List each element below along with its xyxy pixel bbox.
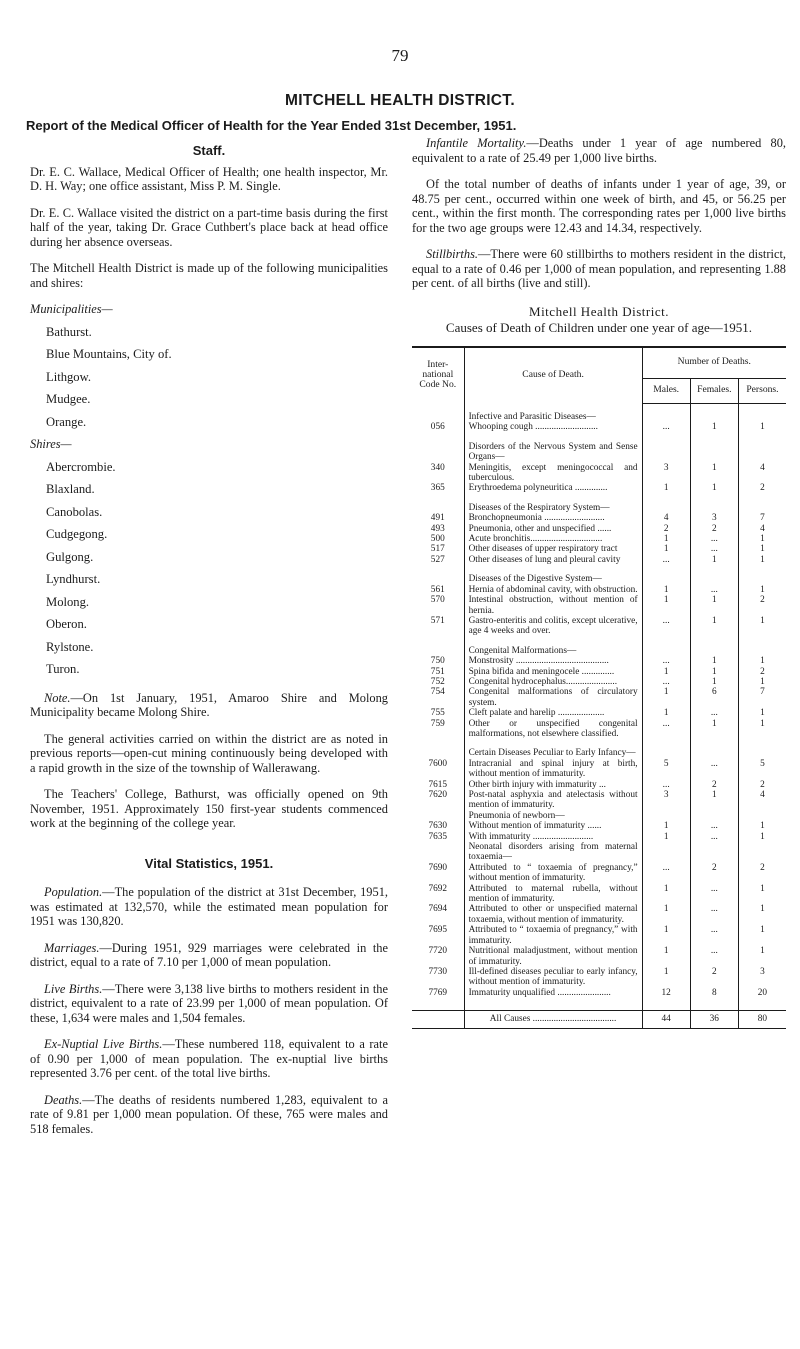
males-cell: 1: [642, 884, 690, 905]
persons-cell: 7: [760, 513, 765, 524]
females-cell: ...: [690, 904, 738, 925]
persons-cell: 2: [760, 779, 765, 790]
males-cell: 1: [642, 687, 690, 708]
males-cell: ...: [642, 677, 690, 687]
table-row: [412, 821, 786, 831]
males-cell: [642, 403, 690, 422]
header-males: Males.: [642, 378, 690, 403]
table-row: [412, 904, 786, 925]
persons-cell: 80: [738, 1011, 786, 1028]
persons-cell: 7: [760, 687, 765, 698]
report-subtitle: Report of the Medical Officer of Health for the Year Ended 31st December, 1951.: [26, 118, 517, 133]
males-cell: ...: [642, 555, 690, 565]
table-row: [412, 555, 786, 565]
cause-cell: [464, 998, 642, 1011]
group-heading-row: [412, 403, 786, 422]
cause-cell: Monstrosity ........................................: [464, 656, 642, 666]
males-cell: 1: [642, 904, 690, 925]
males-cell: ...: [642, 656, 690, 666]
shire-item: Gulgong.: [46, 549, 94, 564]
staff-visit-paragraph: Dr. E. C. Wallace visited the district on a part-time basis during the first half of the year, taking Dr. Grace Cuthbert's place back at head office during her absence overseas.: [30, 205, 388, 249]
persons-cell: 1: [760, 708, 765, 719]
cause-cell: Disorders of the Nervous System and Sense Organs—: [464, 433, 642, 463]
group-heading-row: [412, 433, 786, 463]
persons-cell: [738, 998, 786, 1011]
males-cell: 1: [642, 967, 690, 988]
cause-cell: Congenital Malformations—: [464, 637, 642, 656]
table-row: [412, 544, 786, 554]
table-row: [412, 463, 786, 484]
code-cell: [412, 403, 464, 422]
males-cell: 12: [642, 988, 690, 998]
table-row: [412, 967, 786, 988]
stillbirths-paragraph: Stillbirths.—There were 60 stillbirths to mothers resident in the district, equal to a rate of 0.46 per 1,000 of mean population, and representing 1.88 per cent. of all births (live and still).: [412, 247, 786, 290]
table-row: [412, 759, 786, 780]
header-cause: Cause of Death.: [464, 347, 642, 404]
cause-cell: Cleft palate and harelip ....................: [464, 708, 642, 718]
females-cell: ...: [690, 946, 738, 967]
cause-cell: Other diseases of upper respiratory tract: [464, 544, 642, 554]
males-cell: 5: [642, 759, 690, 780]
college-paragraph: The Teachers' College, Bathurst, was officially opened on 9th November, 1951. Approximately 150 first-year students commenced work at the beginning of the college year.: [30, 787, 388, 830]
municipalities-list: [30, 321, 388, 434]
municipality-item: Blue Mountains, City of.: [46, 347, 172, 361]
shire-item: Turon.: [46, 662, 80, 676]
note-paragraph: Note.—On 1st January, 1951, Amaroo Shire and Molong Municipality became Molong Shire.: [30, 690, 388, 719]
group-heading-row: [412, 494, 786, 513]
males-cell: 1: [642, 585, 690, 595]
persons-cell: 1: [760, 422, 765, 433]
group-heading-row: [412, 565, 786, 584]
shire-item: Abercrombie.: [46, 459, 116, 474]
code-cell: 7620: [412, 790, 464, 811]
municipality-item: Bathurst.: [46, 324, 92, 339]
males-cell: [642, 637, 690, 656]
municipality-item: Mudgee.: [46, 392, 91, 406]
header-females: Females.: [690, 378, 738, 403]
males-cell: 1: [642, 832, 690, 842]
live-births-paragraph: Live Births.—There were 3,138 live births to mothers resident in the district, equivalent to a rate of 23.99 per 1,000 of mean population. Of these, 1,634 were males and 1,504 females.: [30, 981, 388, 1025]
spacer-row: [412, 998, 786, 1011]
males-cell: 44: [642, 1011, 690, 1028]
males-cell: 3: [642, 790, 690, 811]
table-row: [412, 534, 786, 544]
code-cell: 527: [412, 555, 464, 565]
females-cell: 1: [690, 555, 738, 565]
females-cell: [690, 637, 738, 656]
males-cell: 1: [642, 925, 690, 946]
code-cell: 752: [412, 677, 464, 687]
males-cell: ...: [642, 616, 690, 637]
persons-cell: 2: [760, 483, 765, 494]
shires-list: [30, 456, 388, 681]
table-row: [412, 667, 786, 677]
code-cell: 7630: [412, 821, 464, 831]
municipalities-label: Municipalities—: [30, 302, 113, 316]
cause-cell: Spina bifida and meningocele ..............: [464, 667, 642, 677]
persons-cell: 5: [760, 758, 765, 769]
males-cell: [642, 494, 690, 513]
table-row: [412, 925, 786, 946]
table-body: [412, 403, 786, 1028]
table-row: [412, 884, 786, 905]
staff-heading: Staff.: [192, 143, 226, 158]
code-cell: 500: [412, 534, 464, 544]
code-cell: 571: [412, 616, 464, 637]
persons-cell: [738, 565, 786, 584]
code-cell: 7769: [412, 988, 464, 998]
persons-cell: 2: [760, 862, 765, 873]
males-cell: [642, 433, 690, 463]
persons-cell: 1: [760, 676, 765, 687]
males-cell: [642, 998, 690, 1011]
shire-item: Cudgegong.: [46, 527, 108, 541]
males-cell: 2: [642, 524, 690, 534]
table-row: [412, 863, 786, 884]
females-cell: ...: [690, 534, 738, 544]
cause-cell: Ill-defined diseases peculiar to early infancy, without mention of immaturity.: [464, 967, 642, 988]
males-cell: 4: [642, 513, 690, 523]
persons-cell: 1: [760, 925, 765, 936]
table-row: [412, 946, 786, 967]
females-cell: 36: [690, 1011, 738, 1028]
ex-nuptial-paragraph: Ex-Nuptial Live Births.—These numbered 118, equivalent to a rate of 0.90 per 1,000 of mean population. The ex-nuptial live births represented 3.76 per cent. of the total live births.: [30, 1037, 388, 1080]
table-row: [412, 422, 786, 432]
persons-cell: 1: [760, 883, 765, 894]
table-row: [412, 780, 786, 790]
females-cell: [690, 739, 738, 758]
persons-cell: 1: [760, 821, 765, 832]
males-cell: [642, 842, 690, 863]
shire-item: Blaxland.: [46, 482, 95, 496]
females-cell: ...: [690, 884, 738, 905]
cause-cell: Immaturity unqualified .......................: [464, 988, 642, 998]
females-cell: ...: [690, 925, 738, 946]
page-number: 79: [391, 46, 409, 65]
cause-cell: Meningitis, except meningococcal and tuberculous.: [464, 463, 642, 484]
cause-cell: Without mention of immaturity ......: [464, 821, 642, 831]
code-cell: [412, 811, 464, 821]
females-cell: 1: [690, 595, 738, 616]
persons-cell: 4: [760, 523, 765, 534]
cause-cell: Gastro-enteritis and colitis, except ulcerative, age 4 weeks and over.: [464, 616, 642, 637]
cause-cell: Congenital malformations of circulatory system.: [464, 687, 642, 708]
table-row: [412, 616, 786, 637]
code-cell: 340: [412, 463, 464, 484]
report-title: MITCHELL HEALTH DISTRICT.: [285, 92, 515, 109]
table-row: [412, 708, 786, 718]
cause-cell: Intracranial and spinal injury at birth, without mention of immaturity.: [464, 759, 642, 780]
females-cell: 2: [690, 780, 738, 790]
males-cell: ...: [642, 719, 690, 740]
cause-cell: Nutritional maladjustment, without mention of immaturity.: [464, 946, 642, 967]
females-cell: 6: [690, 687, 738, 708]
code-cell: [412, 637, 464, 656]
males-cell: 1: [642, 667, 690, 677]
females-cell: 1: [690, 677, 738, 687]
table-row: [412, 483, 786, 493]
cause-cell: Intestinal obstruction, without mention of hernia.: [464, 595, 642, 616]
causes-of-death-table: [412, 346, 786, 1029]
code-cell: 7600: [412, 759, 464, 780]
table-row: [412, 832, 786, 842]
females-cell: 1: [690, 719, 738, 740]
group-heading-row: [412, 739, 786, 758]
code-cell: 7730: [412, 967, 464, 988]
table-title: Mitchell Health District.: [529, 303, 669, 319]
cause-cell: With immaturity ..........................: [464, 832, 642, 842]
females-cell: 8: [690, 988, 738, 998]
shire-item: Canobolas.: [46, 504, 103, 519]
table-row: [412, 513, 786, 523]
infant-ages-paragraph: Of the total number of deaths of infants under 1 year of age, 39, or 48.75 per cent., occurred within one week of birth, and 45, or 56.25 per cent., within the first month. The corresponding rates per 1,000 live births for the two age groups were 12.43 and 14.34, respectively.: [412, 177, 786, 235]
code-cell: [412, 739, 464, 758]
males-cell: 1: [642, 483, 690, 493]
code-cell: 561: [412, 585, 464, 595]
females-cell: ...: [690, 708, 738, 718]
persons-cell: [738, 637, 786, 656]
cause-cell: Attributed to maternal rubella, without mention of immaturity.: [464, 884, 642, 905]
males-cell: 1: [642, 946, 690, 967]
municipality-item: Lithgow.: [46, 369, 92, 384]
males-cell: [642, 811, 690, 821]
persons-cell: [738, 403, 786, 422]
left-column: [30, 136, 388, 1148]
males-cell: [642, 565, 690, 584]
cause-cell: Other diseases of lung and pleural cavity: [464, 555, 642, 565]
cause-cell: Diseases of the Respiratory System—: [464, 494, 642, 513]
cause-cell: Whooping cough ...........................: [464, 422, 642, 432]
cause-cell: Attributed to “ toxaemia of pregnancy,” with immaturity.: [464, 925, 642, 946]
table-row: [412, 790, 786, 811]
females-cell: [690, 565, 738, 584]
code-cell: [412, 494, 464, 513]
cause-cell: Post-natal asphyxia and atelectasis without mention of immaturity.: [464, 790, 642, 811]
females-cell: [690, 998, 738, 1011]
marriages-paragraph: Marriages.—During 1951, 929 marriages were celebrated in the district, equal to a rate of 7.10 per 1,000 of mean population.: [30, 940, 388, 969]
persons-cell: [738, 842, 786, 863]
table-row: [412, 719, 786, 740]
females-cell: 1: [690, 616, 738, 637]
cause-cell: All Causes ....................................: [464, 1011, 642, 1028]
males-cell: 1: [642, 821, 690, 831]
cause-cell: Certain Diseases Peculiar to Early Infancy—: [464, 739, 642, 758]
table-row: [412, 656, 786, 666]
header-code: Inter-national Code No.: [412, 347, 464, 404]
cause-cell: Pneumonia of newborn—: [464, 811, 642, 821]
females-cell: 2: [690, 967, 738, 988]
municipality-item: Orange.: [46, 414, 87, 429]
females-cell: [690, 494, 738, 513]
cause-cell: Other or unspecified congenital malformations, not elsewhere classified.: [464, 719, 642, 740]
persons-cell: 1: [760, 544, 765, 555]
right-column: [412, 136, 786, 1029]
cause-cell: Bronchopneumonia ..........................: [464, 513, 642, 523]
code-cell: [412, 842, 464, 863]
persons-cell: 1: [760, 584, 765, 595]
code-cell: 056: [412, 422, 464, 432]
persons-cell: 4: [760, 790, 765, 800]
shire-item: Lyndhurst.: [46, 572, 101, 586]
shire-item: Molong.: [46, 594, 90, 609]
persons-cell: 4: [760, 462, 765, 473]
females-cell: ...: [690, 821, 738, 831]
females-cell: [690, 433, 738, 463]
shires-label: Shires—: [30, 437, 72, 451]
shire-item: Oberon.: [46, 617, 87, 631]
females-cell: [690, 842, 738, 863]
code-cell: 7635: [412, 832, 464, 842]
code-cell: 7694: [412, 904, 464, 925]
code-cell: 365: [412, 483, 464, 493]
code-cell: 491: [412, 513, 464, 523]
persons-cell: 1: [760, 946, 765, 957]
cause-cell: Erythroedema polyneuritica ..............: [464, 483, 642, 493]
cause-cell: Attributed to “ toxaemia of pregnancy,” without mention of immaturity.: [464, 863, 642, 884]
persons-cell: 2: [760, 595, 765, 606]
table-row: [412, 585, 786, 595]
cause-cell: Infective and Parasitic Diseases—: [464, 403, 642, 422]
header-persons: Persons.: [738, 378, 786, 403]
females-cell: [690, 811, 738, 821]
males-cell: 1: [642, 534, 690, 544]
females-cell: [690, 403, 738, 422]
males-cell: [642, 739, 690, 758]
persons-cell: 2: [760, 666, 765, 677]
cause-cell: Neonatal disorders arising from maternal toxaemia—: [464, 842, 642, 863]
females-cell: ...: [690, 544, 738, 554]
persons-cell: 1: [760, 554, 765, 565]
table-row: [412, 988, 786, 998]
females-cell: ...: [690, 585, 738, 595]
females-cell: 1: [690, 790, 738, 811]
code-cell: 759: [412, 719, 464, 740]
cause-cell: Congenital hydrocephalus......................: [464, 677, 642, 687]
code-cell: 7695: [412, 925, 464, 946]
code-cell: [412, 1011, 464, 1028]
persons-cell: 3: [760, 966, 765, 977]
table-row: [412, 842, 786, 863]
staff-paragraph: Dr. E. C. Wallace, Medical Officer of Health; one health inspector, Mr. D. H. Way; one office assistant, Miss P. M. Single.: [30, 164, 388, 193]
females-cell: ...: [690, 832, 738, 842]
females-cell: 2: [690, 524, 738, 534]
cause-cell: Other birth injury with immaturity ...: [464, 780, 642, 790]
group-heading-row: [412, 637, 786, 656]
cause-cell: Acute bronchitis...............................: [464, 534, 642, 544]
code-cell: 750: [412, 656, 464, 666]
activities-paragraph: The general activities carried on within the district are as noted in previous reports—open-cut mining continuously being developed with a rapid growth in the size of the township of Wallerawang.: [30, 731, 388, 775]
males-cell: 1: [642, 595, 690, 616]
females-cell: ...: [690, 759, 738, 780]
infant-mortality-paragraph: Infantile Mortality.—Deaths under 1 year of age numbered 80, equivalent to a rate of 25.49 per 1,000 live births.: [412, 136, 786, 165]
cause-cell: Hernia of abdominal cavity, with obstruction.: [464, 585, 642, 595]
persons-cell: 1: [760, 656, 765, 667]
shire-item: Rylstone.: [46, 639, 94, 654]
males-cell: ...: [642, 780, 690, 790]
persons-cell: [738, 811, 786, 821]
males-cell: 1: [642, 708, 690, 718]
males-cell: ...: [642, 422, 690, 432]
cause-cell: Attributed to other or unspecified maternal toxaemia, without mention of immaturity.: [464, 904, 642, 925]
vital-statistics-heading: Vital Statistics, 1951.: [144, 855, 274, 871]
code-cell: 7615: [412, 780, 464, 790]
table-row: [412, 677, 786, 687]
males-cell: 1: [642, 544, 690, 554]
code-cell: [412, 998, 464, 1011]
table-row: [412, 687, 786, 708]
code-cell: 517: [412, 544, 464, 554]
table-row: [412, 524, 786, 534]
code-cell: 754: [412, 687, 464, 708]
persons-cell: 1: [760, 904, 765, 915]
code-cell: 570: [412, 595, 464, 616]
persons-cell: 1: [760, 831, 765, 842]
table-row: [412, 595, 786, 616]
persons-cell: [738, 494, 786, 513]
header-number-of-deaths: Number of Deaths.: [642, 347, 786, 379]
code-cell: 751: [412, 667, 464, 677]
cause-cell: Pneumonia, other and unspecified ......: [464, 524, 642, 534]
males-cell: ...: [642, 863, 690, 884]
code-cell: 493: [412, 524, 464, 534]
persons-cell: [738, 433, 786, 463]
table-subtitle: Causes of Death of Children under one year of age—1951.: [445, 320, 753, 335]
females-cell: 2: [690, 863, 738, 884]
females-cell: 1: [690, 483, 738, 493]
females-cell: 1: [690, 422, 738, 432]
persons-cell: 20: [757, 987, 768, 998]
code-cell: 7692: [412, 884, 464, 905]
persons-cell: 1: [760, 718, 765, 729]
females-cell: 1: [690, 667, 738, 677]
code-cell: 7720: [412, 946, 464, 967]
females-cell: 3: [690, 513, 738, 523]
table-row: [412, 811, 786, 821]
total-row: [412, 1011, 786, 1028]
population-paragraph: Population.—The population of the district at 31st December, 1951, was estimated at 132,570, while the estimated mean population for 1951 was 130,820.: [30, 885, 388, 928]
code-cell: [412, 565, 464, 584]
females-cell: 1: [690, 656, 738, 666]
code-cell: [412, 433, 464, 463]
code-cell: 7690: [412, 863, 464, 884]
cause-cell: Diseases of the Digestive System—: [464, 565, 642, 584]
persons-cell: 1: [760, 615, 765, 626]
persons-cell: [738, 739, 786, 758]
females-cell: 1: [690, 463, 738, 484]
composition-paragraph: The Mitchell Health District is made up of the following municipalities and shires:: [30, 261, 388, 290]
deaths-paragraph: Deaths.—The deaths of residents numbered 1,283, equivalent to a rate of 9.81 per 1,000 mean population. Of these, 765 were males and 518 females.: [30, 1092, 388, 1136]
persons-cell: 1: [760, 534, 765, 545]
code-cell: 755: [412, 708, 464, 718]
males-cell: 3: [642, 463, 690, 484]
